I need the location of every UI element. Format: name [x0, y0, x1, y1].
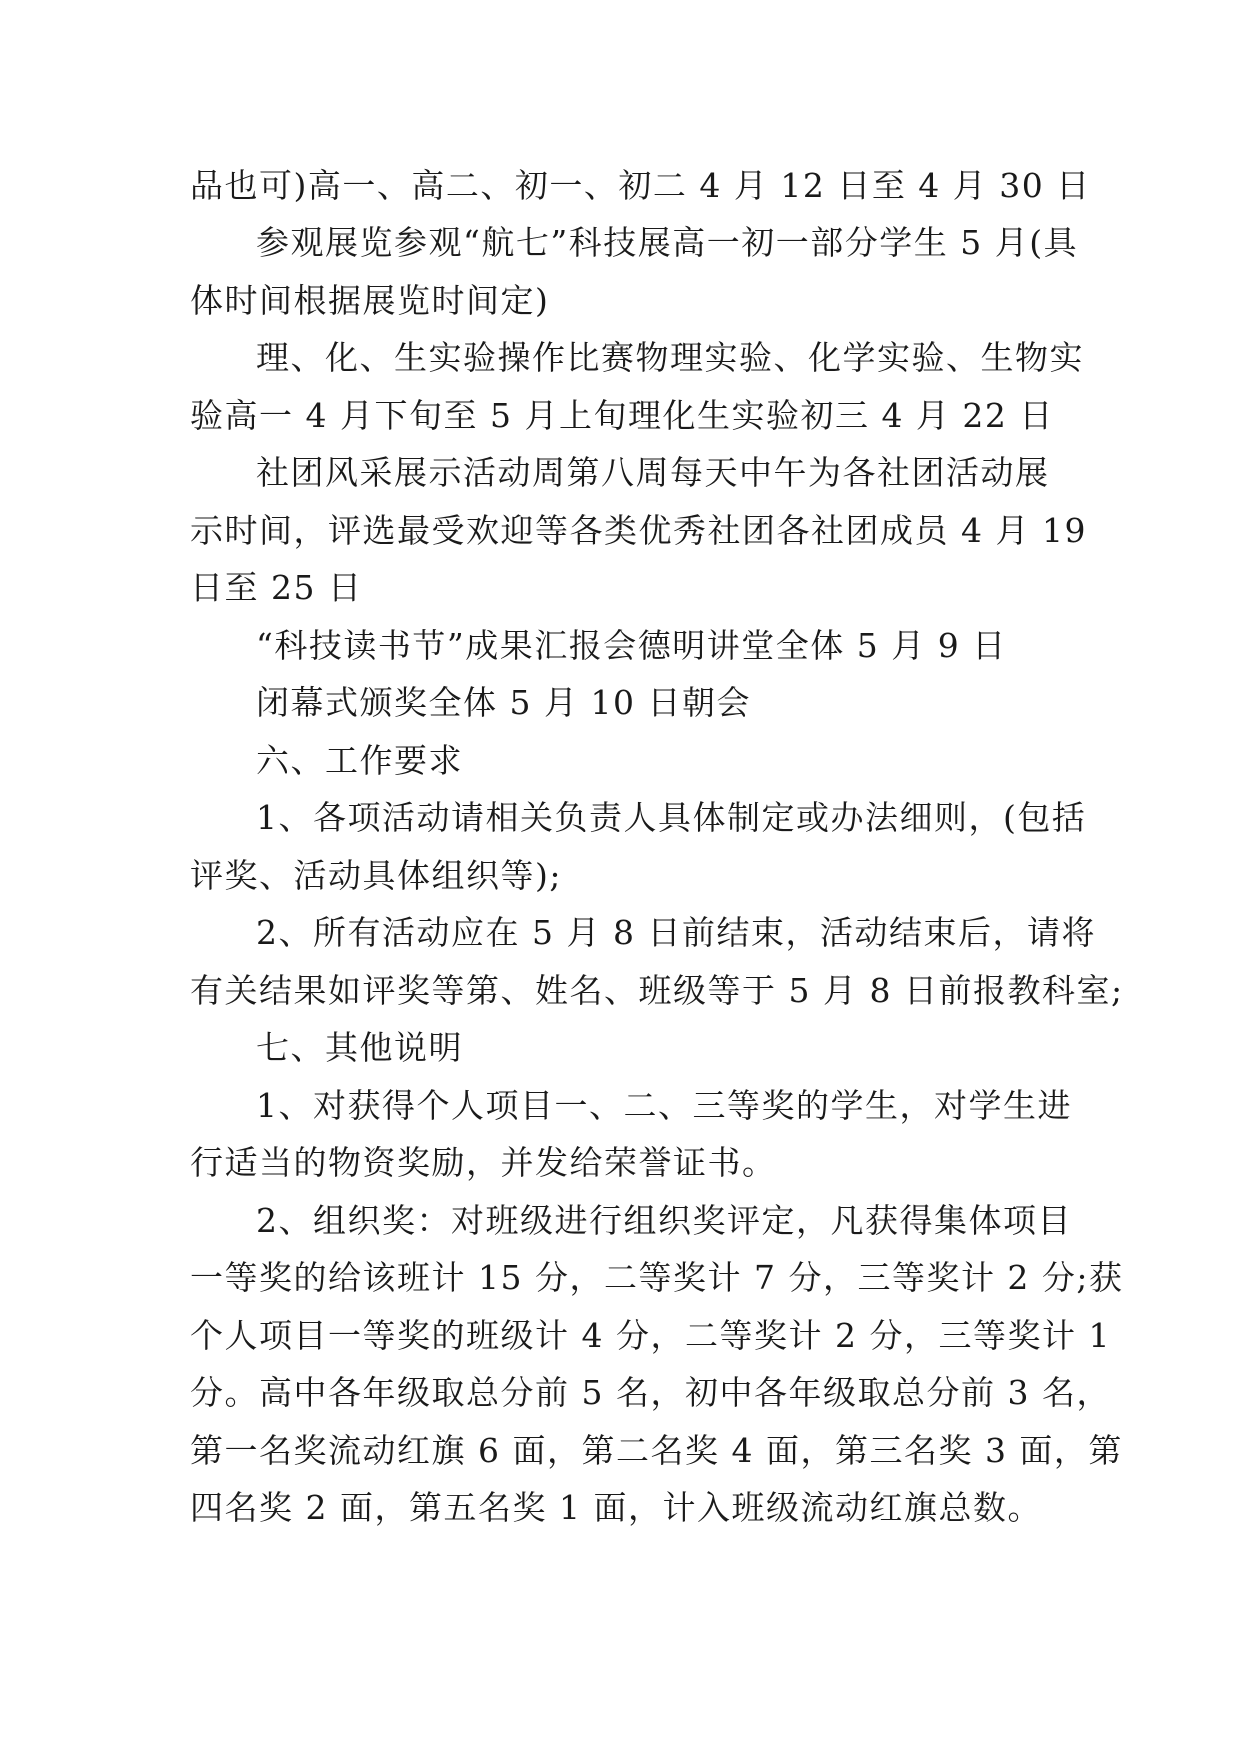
text-line: “科技读书节”成果汇报会德明讲堂全体 5 月 9 日 [256, 626, 1007, 665]
text-line: 1、各项活动请相关负责人具体制定或办法细则，(包括 [256, 798, 1087, 837]
text-line: 2、组织奖：对班级进行组织奖评定，凡获得集体项目 [256, 1201, 1072, 1240]
text-line: 体时间根据展览时间定) [190, 281, 550, 320]
text-line: 品也可)高一、高二、初一、初二 4 月 12 日至 4 月 30 日 [190, 166, 1091, 205]
text-line: 日至 25 日 [190, 568, 363, 607]
text-line: 参观展览参观“航七”科技展高一初一部分学生 5 月(具 [256, 223, 1079, 262]
section-heading: 七、其他说明 [256, 1028, 463, 1067]
text-line: 第一名奖流动红旗 6 面，第二名奖 4 面，第三名奖 3 面，第 [190, 1431, 1123, 1470]
text-line: 验高一 4 月下旬至 5 月上旬理化生实验初三 4 月 22 日 [190, 396, 1054, 435]
text-line: 理、化、生实验操作比赛物理实验、化学实验、生物实 [256, 338, 1084, 377]
text-line: 1、对获得个人项目一、二、三等奖的学生，对学生进 [256, 1086, 1072, 1125]
text-line: 评奖、活动具体组织等); [190, 856, 562, 895]
text-line: 分。高中各年级取总分前 5 名，初中各年级取总分前 3 名， [190, 1373, 1111, 1412]
text-line: 2、所有活动应在 5 月 8 日前结束，活动结束后，请将 [256, 913, 1096, 952]
text-line: 四名奖 2 面，第五名奖 1 面，计入班级流动红旗总数。 [190, 1488, 1042, 1527]
text-line: 闭幕式颁奖全体 5 月 10 日朝会 [256, 683, 751, 722]
section-heading: 六、工作要求 [256, 741, 463, 780]
text-line: 一等奖的给该班计 15 分，二等奖计 7 分，三等奖计 2 分;获 [190, 1258, 1124, 1297]
text-line: 个人项目一等奖的班级计 4 分，二等奖计 2 分，三等奖计 1 [190, 1316, 1111, 1355]
text-line: 社团风采展示活动周第八周每天中午为各社团活动展 [256, 453, 1050, 492]
text-line: 示时间，评选最受欢迎等各类优秀社团各社团成员 4 月 19 [190, 511, 1087, 550]
text-line: 行适当的物资奖励，并发给荣誉证书。 [190, 1143, 777, 1182]
text-line: 有关结果如评奖等第、姓名、班级等于 5 月 8 日前报教科室; [190, 971, 1124, 1010]
